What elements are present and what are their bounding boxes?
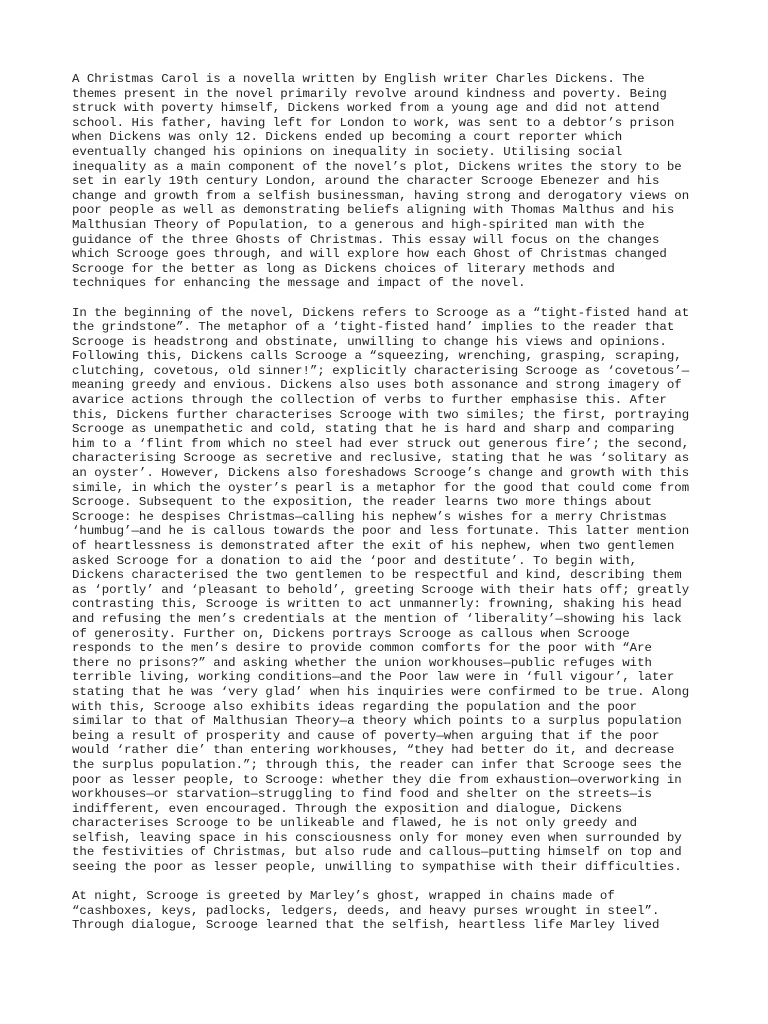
paragraph-marley-ghost: At night, Scrooge is greeted by Marley’s ghost, wrapped in chains made of “cashboxes, keys, padlocks, ledgers, deeds, and heavy purses wrought in steel”. Through dialogue, Scrooge learned that the selfish, heartless life Marley lived bbox=[72, 889, 660, 933]
paragraph-scrooge-characterisation: In the beginning of the novel, Dickens refers to Scrooge as a “tight-fisted hand at the grindstone”. The metaphor of a ‘tight-fisted hand’ implies to the reader that Scrooge is headstrong and obstinate, unwilling to change his views and opinions. Following this, Dickens calls Scrooge a “squeezing, wrenching, grasping, scraping, clutching, covetous, old sinner!”; explicitly characterising Scrooge as ‘covetous’— meaning greedy and envious. Dickens also uses both assonance and strong imagery of avarice actions through the collection of verbs to further emphasise this. After this, Dickens further characterises Scrooge with two similes; the first, portraying Scrooge as unempathetic and cold, stating that he is hard and sharp and comparing him to a ‘flint from which no steel had ever struck out generous fire’; the second, characterising Scrooge as secretive and reclusive, stating that he was ‘solitary as an oyster’. However, Dickens also foreshadows Scrooge’s change and growth with this simile, in which the oyster’s pearl is a metaphor for the good that could come from Scrooge. Subsequent to the exposition, the reader learns two more things about Scrooge: he despises Christmas—calling his nephew’s wishes for a merry Christmas ‘humbug’—and he is callous towards the poor and less fortunate. This latter mention of heartlessness is demonstrated after the exit of his nephew, when two gentlemen asked Scrooge for a donation to aid the ‘poor and destitute’. To begin with, Dickens characterised the two gentlemen to be respectful and kind, describing them as ‘portly’ and ‘pleasant to behold’, greeting Scrooge with their hats off; greatly contrasting this, Scrooge is written to act unmannerly: frowning, shaking his head and refusing the men’s credentials at the mention of ‘liberality’—showing his lack of generosity. Further on, Dickens portrays Scrooge as callous when Scrooge responds to the men’s desire to provide common comforts for the poor with “Are there no prisons?” and asking whether the union workhouses—public refuges with terrible living, working conditions—and the Poor law were in ‘full vigour’, later stating that he was ‘very glad’ when his inquiries were confirmed to be true. Along with this, Scrooge also exhibits ideas regarding the population and the poor similar to that of Malthusian Theory—a theory which points to a surplus population being a result of prosperity and cause of poverty—when arguing that if the poor would ‘rather die’ than entering workhouses, “they had better do it, and decrease the surplus population.”; through this, the reader can infer that Scrooge sees the poor as lesser people, to Scrooge: whether they die from exhaustion—overworking in workhouses—or starvation—struggling to find food and shelter on the streets—is indifferent, even encouraged. Through the exposition and dialogue, Dickens characterises Scrooge to be unlikeable and flawed, he is not only greedy and selfish, leaving space in his consciousness only for money even when surrounded by the festivities of Christmas, but also rude and callous—putting himself on top and seeing the poor as lesser people, unwilling to sympathise with their difficulties. bbox=[72, 305, 690, 875]
essay-body bbox=[72, 72, 702, 948]
paragraph-intro: A Christmas Carol is a novella written by English writer Charles Dickens. The themes present in the novel primarily revolve around kindness and poverty. Being struck with poverty himself, Dickens worked from a young age and did not attend school. His father, having left for London to work, was sent to a debtor’s prison when Dickens was only 12. Dickens ended up becoming a court reporter which eventually changed his opinions on inequality in society. Utilising social inequality as a main component of the novel’s plot, Dickens writes the story to be set in early 19th century London, around the character Scrooge Ebenezer and his change and growth from a selfish businessman, having strong and derogatory views on poor people as well as demonstrating beliefs aligning with Thomas Malthus and his Malthusian Theory of Population, to a generous and high-spirited man with the guidance of the three Ghosts of Christmas. This essay will focus on the changes which Scrooge goes through, and will explore how each Ghost of Christmas changed Scrooge for the better as long as Dickens choices of literary methods and techniques for enhancing the message and impact of the novel. bbox=[72, 72, 690, 291]
